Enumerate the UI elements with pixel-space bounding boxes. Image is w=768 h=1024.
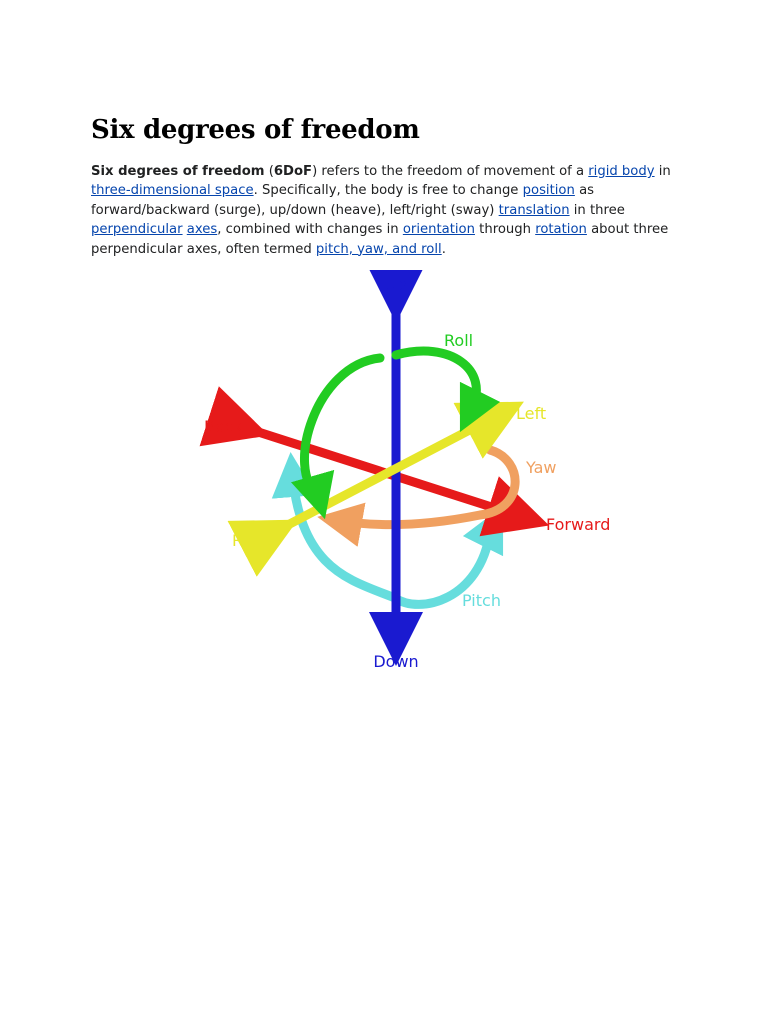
intro-text: in xyxy=(654,164,671,179)
intro-text: . Specifically, the body is free to change xyxy=(253,183,523,199)
link-position[interactable]: position xyxy=(522,183,575,199)
label-back: Back xyxy=(204,417,243,436)
roll-arrow-head xyxy=(318,495,320,502)
intro-text: , combined with changes in xyxy=(217,222,403,238)
label-yaw: Yaw xyxy=(526,458,557,477)
intro-text: as forward/backward (surge), up/down (heave), left/right (sway) xyxy=(91,183,595,218)
term-bold: Six degrees of freedom xyxy=(91,164,265,179)
link-orientation[interactable]: orientation xyxy=(402,222,475,238)
intro-text: in three xyxy=(569,202,625,218)
link-rotation[interactable]: rotation xyxy=(535,222,587,238)
label-right: Right xyxy=(232,531,275,550)
intro-text: . xyxy=(441,241,446,257)
link-rigid-body[interactable]: rigid body xyxy=(588,164,655,179)
label-roll: Roll xyxy=(444,331,474,350)
intro-text: refers to the freedom of movement of a xyxy=(317,164,589,179)
intro-text: through xyxy=(474,222,536,238)
abbr-bold: 6DoF xyxy=(273,164,313,179)
link-three-dimensional-space[interactable]: three-dimensional space xyxy=(91,183,254,199)
roll-arrow-head-2 xyxy=(468,408,472,416)
label-forward: Forward xyxy=(546,515,611,534)
label-pitch: Pitch xyxy=(462,591,501,610)
label-left: Left xyxy=(516,404,547,423)
label-up: Up xyxy=(385,275,407,294)
page-title: Six degrees of freedom xyxy=(91,115,420,145)
pitch-arrow xyxy=(292,470,490,604)
link-axes[interactable]: axes xyxy=(186,222,218,238)
label-down: Down xyxy=(373,652,419,671)
intro-paragraph: Six degrees of freedom (6DoF) refers to the freedom of movement of a rigid body in three-dimensional space. Specifically, the body is free to change position as forward/backward (surge), up/down (heave), left/right (sway) translation in three perpendicular axes, combined with changes in orientation through rotation about three perpendicular axes, often termed pitch, yaw, and roll. xyxy=(91,164,671,257)
link-pitch-yaw-roll[interactable]: pitch, yaw, and roll xyxy=(315,241,442,257)
intro-text: about three perpendicular axes, often termed xyxy=(91,222,669,257)
link-perpendicular[interactable]: perpendicular xyxy=(91,222,183,238)
six-dof-diagram xyxy=(190,270,630,680)
link-translation[interactable]: translation xyxy=(498,202,570,218)
pitch-arrow-tail xyxy=(490,522,495,532)
